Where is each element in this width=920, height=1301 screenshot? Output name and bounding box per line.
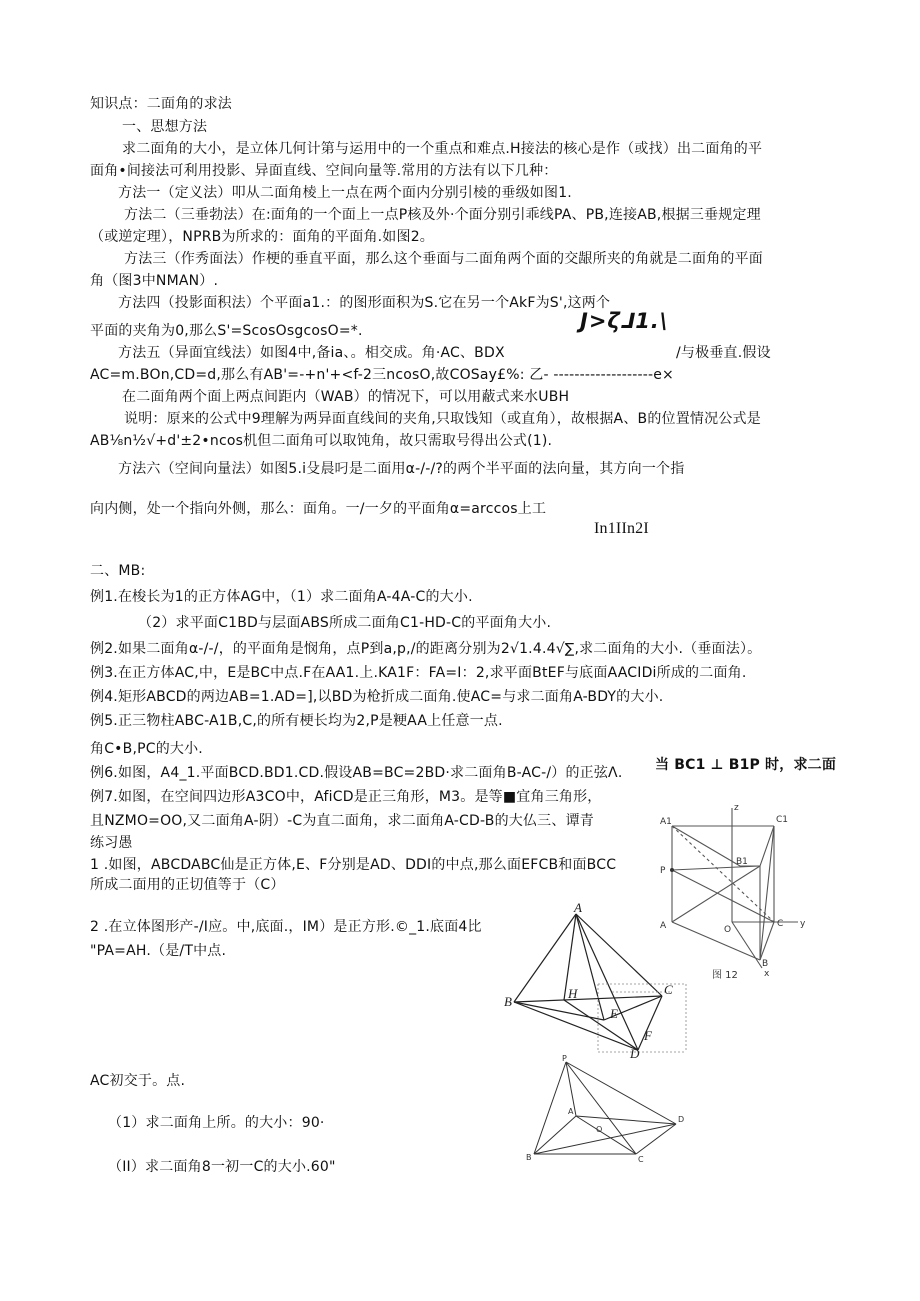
exercise2-question-2: （II）求二面角8一初一C的大小.60" <box>108 1159 336 1175</box>
example1-line-2: （2）求平面C1BD与层面ABS所成二面角C1-HD-C的平面角大小. <box>138 615 552 631</box>
fig12-label-b: B <box>762 959 769 969</box>
example5-cont: 角C•B,PC的大小. <box>90 741 203 757</box>
fig12-label-a: A <box>660 921 667 931</box>
pyramid-label-h: H <box>568 986 578 1001</box>
method1: 方法一（定义法）叩从二面角棱上一点在两个面内分别引棱的垂级如图1. <box>118 185 572 201</box>
method3-line-2: 角（图3中NMAN）. <box>90 273 219 289</box>
fig12-label-z: z <box>734 803 739 813</box>
example7-line-3: 练习愚 <box>90 835 133 851</box>
method5-line-3: 在二面角两个面上两点间距内（WAB）的情况下，可以用蔽式来水UBH <box>122 389 570 405</box>
fig12-label-y: y <box>800 919 806 929</box>
pyramid-figure <box>502 900 692 1060</box>
example3: 例3.在正方体AC,中，E是BC中点.F在AA1.上.KA1F：FA=I：2,求平面BtEF与底面AACIDi所成的二面角. <box>90 665 747 681</box>
small-pyramid-figure <box>526 1054 696 1164</box>
fig12-label-o: O <box>724 925 732 935</box>
fig12-label-p: P <box>660 866 666 876</box>
method6-formula-denominator: In1IIn2I <box>594 520 649 537</box>
exercise1-line-2: 所成二面用的正切值等于（C） <box>90 877 285 893</box>
exercise2-line-3: AC初交于。点. <box>90 1073 186 1089</box>
small-label-a: A <box>568 1107 574 1116</box>
fig12-label-b1: B1 <box>736 857 748 867</box>
small-label-o: O <box>596 1125 603 1134</box>
exercise2-question-1: （1）求二面角上所。的大小：90· <box>108 1115 325 1131</box>
method4-line-2: 平面的夹角为0,那么S'=ScosOsgcosO=*. <box>90 323 363 339</box>
pyramid-label-a: A <box>574 900 582 915</box>
method3-line-1: 方法三（作秀面法）作梗的垂直平面，那么这个垂面与二面角两个面的交龈所夹的角就是二面角的平面 <box>124 251 763 267</box>
method5-line-2: AC=m.BOn,CD=d,那么有AB'=-+n'+<f-2三ncosO,故COSay£%: 乙- -------------------e× <box>90 367 674 383</box>
example1-line-1: 例1.在梭长为1的正方体AG中，（1）求二面角A-4A-C的大小. <box>90 589 473 605</box>
exercise2-line-1: 2 .在立体图形产-/I应。中,底面.，IM）是正方形.©_1.底面4比 <box>90 919 482 935</box>
intro-line-1: 求二面角的大小，是立体几何计第与运用中的一个重点和难点.H接法的核心是作（或找）出二面角的平 <box>122 141 763 157</box>
fig12-label-a1: A1 <box>660 817 672 827</box>
intro-line-2: 面角•间接法可利用投影、异面直线、空间向量等.常用的方法有以下几种： <box>90 163 558 179</box>
method5-line-1b: /与极垂直.假设 <box>676 345 771 361</box>
method4-line-1: 方法四（投影面积法）个平面a1.：的图形面积为S.它在另一个AkF为S',这两个 <box>118 295 611 311</box>
pyramid-label-f: F <box>644 1028 652 1043</box>
small-label-p: P <box>562 1054 567 1063</box>
method6-line-1: 方法六（空间向量法）如图5.i殳晨叼是二面用α-/-/?的两个半平面的法向量，其方向一个指 <box>118 461 685 477</box>
small-label-c: C <box>638 1155 644 1164</box>
pyramid-label-c: C <box>664 982 673 997</box>
section2-title: 二、MB: <box>90 563 146 579</box>
method2-line-1: 方法二（三垂勃法）在:面角的一个面上一点P核及外·个面分别引乖线PA、PB,连接AB,根据三垂规定理 <box>124 207 761 223</box>
fig12-label-c: C <box>777 919 784 929</box>
method5-note-1: 说明：原来的公式中9理解为两异面直线间的夹角,只取饯知（或直角），故根据A、B的位置情况公式是 <box>124 411 761 427</box>
example7-line-1: 例7.如图，在空间四边形A3CO中，AfiCD是正三角形，M3。是等■宜角三角形， <box>90 789 602 805</box>
example6: 例6.如图，A4_1.平面BCD.BD1.CD.假设AB=BC=2BD·求二面角B-AC-/）的正弦Λ. <box>90 765 623 781</box>
example5-side-text: 当 BC1 ⊥ B1P 时，求二面 <box>655 757 837 773</box>
fig12-label-x: x <box>764 969 770 979</box>
example4: 例4.矩形ABCD的两边AB=1.AD=],以BD为枪折成二面角.使AC=与求二面角A-BDY的大小. <box>90 689 664 705</box>
method2-line-2: （或逆定理），NPRB为所求的：面角的平面角.如图2。 <box>90 229 435 245</box>
section1-title: 一、思想方法 <box>122 119 208 135</box>
method5-line-1: 方法五（异面宜线法）如图4中,备ia、。相交成。角·AC、BDX <box>118 345 505 361</box>
handwritten-mark: J>ζ⅃1.\ <box>580 309 669 333</box>
small-label-b: B <box>526 1153 532 1162</box>
method6-line-2: 向内侧，处一个指向外侧，那么：面角。一/一夕的平面角α=arccos上工 <box>90 501 547 517</box>
small-label-d: D <box>678 1115 685 1124</box>
example2: 例2.如果二面角α-/-/，的平面角是悯角，点P到a,p,/的距离分别为2√1.4.4√∑,求二面角的大小.（垂面法）。 <box>90 641 762 657</box>
example7-line-2: 且NZMO=OO,又二面角A-阴）-C为直二面角，求二面角A-CD-B的大仏三、谭青 <box>90 813 594 829</box>
page-header: 知识点：二面角的求法 <box>90 96 232 112</box>
pyramid-label-b: B <box>504 994 512 1009</box>
pyramid-label-e: E <box>610 1006 618 1021</box>
example5: 例5.正三物柱ABC-A1B,C,的所有梗长均为2,P是粳AA上任意一点. <box>90 713 503 729</box>
fig12-label-c1: C1 <box>776 815 789 825</box>
pyramid-label-d: D <box>630 1046 640 1060</box>
method5-note-2: AB⅛n½√+d'±2•ncos机但二面角可以取饨角，故只需取号得出公式(1). <box>90 433 553 449</box>
exercise1-line-1: 1 .如图，ABCDABC仙是正方体,E、F分别是AD、DDI的中点,那么面EFCB和面BCC <box>90 857 617 873</box>
fig12-caption: 图 12 <box>712 970 738 980</box>
exercise2-line-2: "PA=AH.（是/T中点. <box>90 943 227 959</box>
